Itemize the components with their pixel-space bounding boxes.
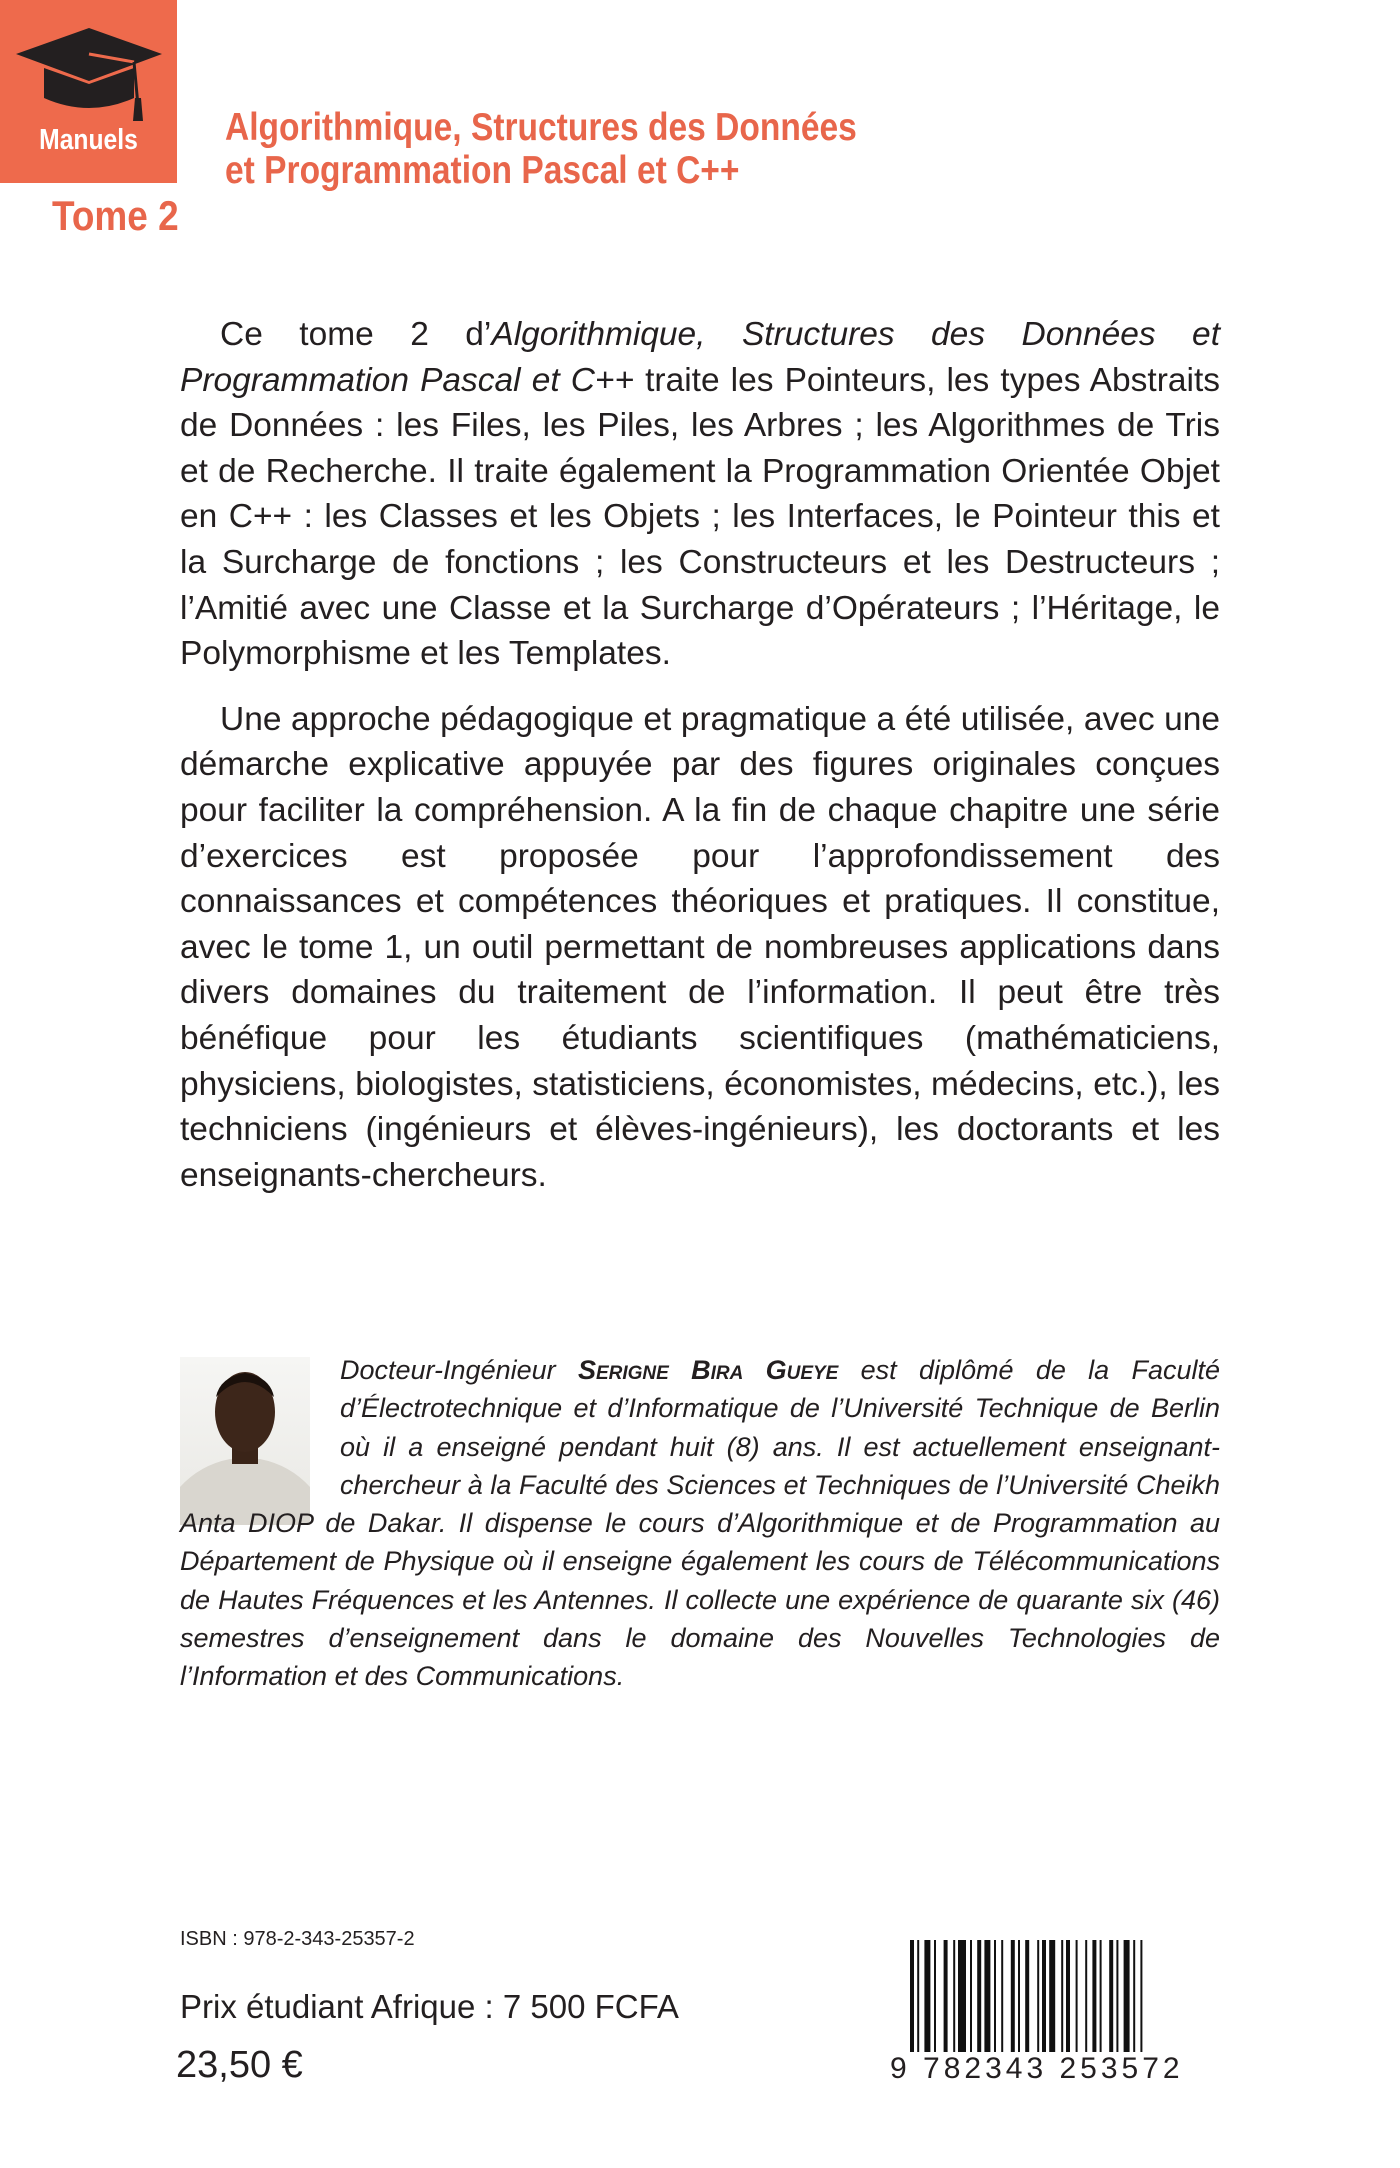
bio-rest: est diplômé de la Faculté d’Électrotechnique et d’Informatique de l’Université Technique de Berlin où il a enseigné pendant huit (8) ans. Il est actuellement enseignant-chercheur à la Faculté des Sciences et Techniques de l’Université Cheikh Anta DIOP de Dakar. Il dispense le cours d’Algorithmique et de Programmation au Département de Physique où il enseigne également les cours de Télécommunications de Hautes Fréquences et les Antennes. Il collecte une expérience de quarante six (46) semestres d’enseignement dans le domaine des Nouvelles Technologies de l’Information et des Communications. — [180, 1355, 1220, 1692]
price-africa: Prix étudiant Afrique : 7 500 FCFA — [180, 1988, 679, 2025]
p1-rest: traite les Pointeurs, les types Abstraits de Données : les Files, les Piles, les Arbres ; les Algorithmes de Tris et de Recherche. Il traite également la Programmation Orientée Objet en C++ : les Classes et les Objets ; les Interfaces, le Pointeur this et la Surcharge de fonctions ; les Constructeurs et les Destructeurs ; l’Amitié avec une Classe et la Surcharge d’Opérateurs ; l’Héritage, le Polymorphisme et les Templates. — [180, 361, 1221, 673]
author-name: Serigne Bira Gueye — [577, 1355, 839, 1385]
description-paragraph-2 — [180, 697, 1220, 1199]
graduation-cap-icon — [14, 26, 164, 121]
barcode-digits: 9 782343 253572 — [890, 2052, 1184, 2085]
author-bio — [180, 1351, 1220, 1696]
volume-label: Tome 2 — [52, 192, 179, 239]
title-line-1: Algorithmique, Structures des Données — [225, 106, 857, 149]
price-euro: 23,50 € — [176, 2044, 303, 2086]
title-line-2: et Programmation Pascal et C++ — [225, 149, 740, 192]
series-badge — [0, 0, 177, 183]
p1-lead: Ce tome 2 d’ — [220, 316, 492, 353]
description-paragraph-1 — [180, 312, 1220, 677]
isbn: ISBN : 978-2-343-25357-2 — [180, 1928, 415, 1950]
series-label: Manuels — [39, 124, 138, 156]
p2-text: Une approche pédagogique et pragmatique a été utilisée, avec une démarche explicative appuyée par des figures originales conçues pour faciliter la compréhension. A la fin de chaque chapitre une série d’exercices est proposée pour l’approfondissement des connaissances et compétences théoriques et pratiques. Il constitue, avec le tome 1, un outil permettant de nombreuses applications dans divers domaines du traitement de l’information. Il peut être très bénéfique pour les étudiants scientifiques (mathématiciens, physiciens, biologistes, statisticiens, économistes, médecins, etc.), les techniciens (ingénieurs et élèves-ingénieurs), les doctorants et les enseignants-chercheurs. — [180, 700, 1220, 1194]
p1-italic-title: Algorithmique, Structures des Données et Programmation Pascal et C++ — [180, 316, 1220, 399]
bio-lead: Docteur-Ingénieur — [340, 1355, 578, 1385]
book-title — [225, 106, 857, 192]
description — [180, 312, 1220, 1198]
